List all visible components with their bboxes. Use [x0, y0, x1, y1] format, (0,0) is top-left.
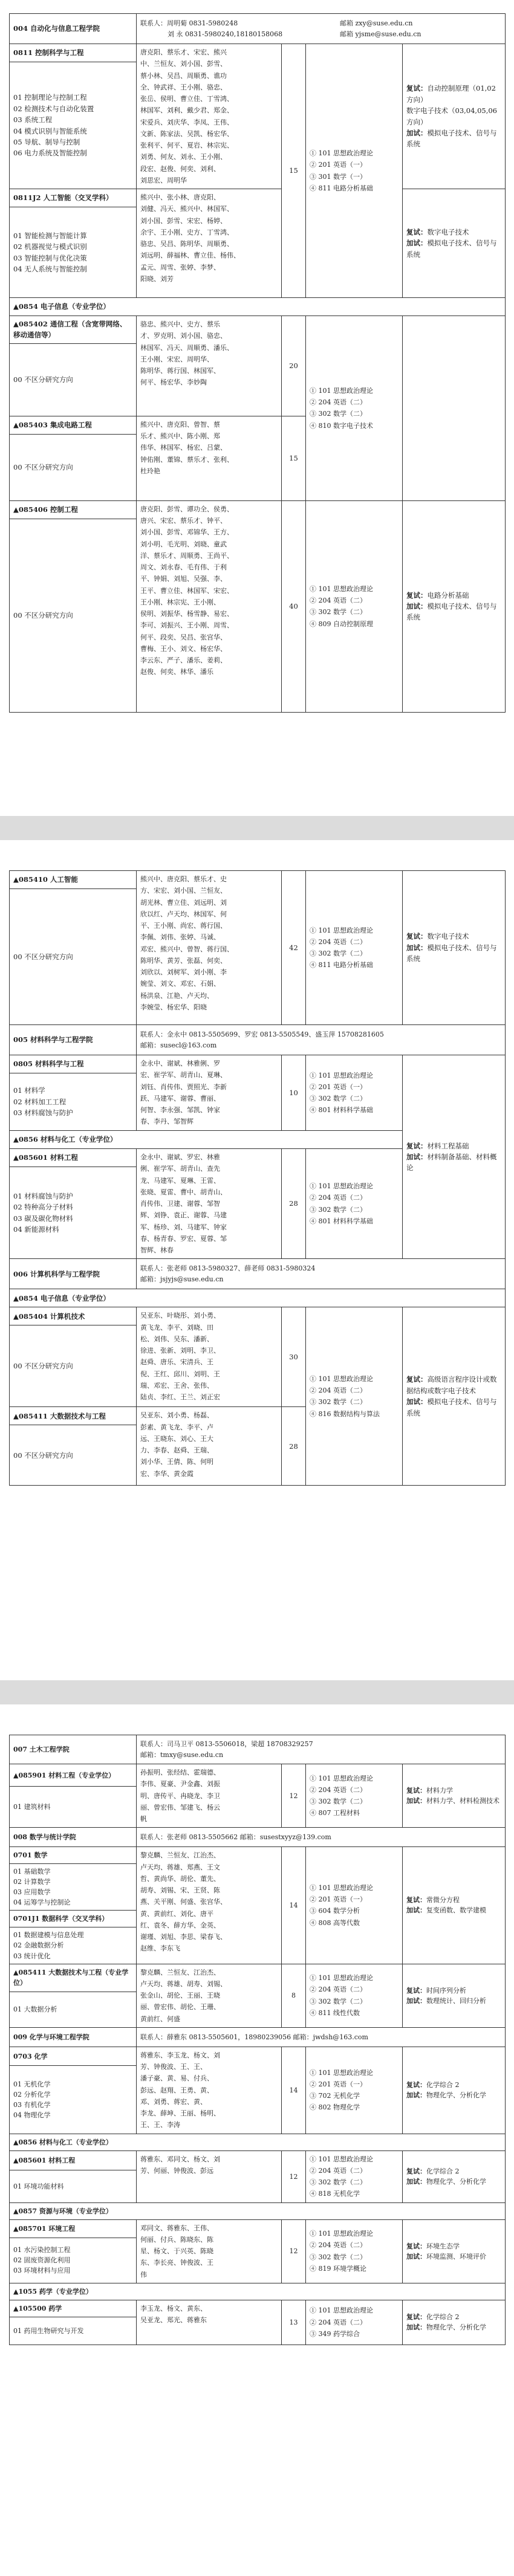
direction-list: 01 材料学 02 材料加工工程 03 材料腐蚀与防护 [10, 1073, 137, 1131]
major-title: ▲085410 人工智能 [10, 871, 137, 889]
remarks: 复试：时间序列分析 加试：数理统计、回归分析 [403, 1964, 506, 2027]
major-title: ▲085701 环境工程 [10, 2219, 137, 2238]
major-title: ▲085901 材料工程（专业学位） [10, 1764, 137, 1787]
teacher-list: 熊兴中、唐克阳、蔡乐才、史 方、宋宏、刘小国、兰恒友、 胡光林、曹立佳、刘远明、刘 欣以红、卢天均、林国军、何 平、王小刚、尚宏、蒋行国、 李佩、刘伟、张婷、马诚、 邓宏、熊兴中、曾智、蒋行国、 陈明华、黄芳、张磊、何奕、 刘欣以、刘树军、刘小刚、李 婉莹、刘文、邓宏、石娟、 杨洪泉、江艳、卢天均、 李婉莹、杨宏华、阳晓 [137, 871, 282, 1025]
quota: 14 [282, 1847, 306, 1964]
direction-list: 00 不区分研究方向 [10, 519, 137, 712]
school-name: 004 自动化与信息工程学院 [10, 14, 137, 44]
quota: 12 [282, 2219, 306, 2283]
teacher-list: 熊兴中、唐克阳、曾智、蔡 乐才、熊兴中、陈小刚、郑 伟华、林国军、杨宏、吕蒙、 钟佑刚、董锦、蔡乐才、张利、 杜玲艳 [137, 416, 282, 500]
direction-list: 00 不区分研究方向 [10, 889, 137, 1025]
exam-subjects: ① 101 思想政治理论 ② 201 英语（一） ③ 301 数学（一） ④ 811 电路分析基础 [306, 44, 403, 298]
quota: 30 [282, 1307, 306, 1407]
quota: 12 [282, 1764, 306, 1828]
teacher-list: 唐克阳、蔡乐才、宋宏、熊兴 中、兰恒友、刘小国、彭雪、 蔡小林、吴昌、周顺勇、谯功 全、钟武祥、王小刚、骆忠、 张岳、侯明、曹立佳、丁雪鸿、 林国军、刘利、戴少君、郑金、 宋爱兵、刘庆华、李凤、王伟、 文新、陈家法、吴凯、杨宏华、 张利平、何平、夏岩、林宗宪、 刘勇、何友、刘永、王小刚、 段宏、赵俊、何奕、刘利、 刘思宏、周明华 [137, 44, 282, 189]
direction-list: 01 基础数学 02 计算数学 03 应用数学 04 运筹学与控制论 [10, 1864, 137, 1911]
direction-list: 01 药用生物研究与开发 [10, 2317, 137, 2345]
teacher-list: 金永中、谢斌、林雅俐、罗 宏、崔学军、胡青山、夏琳、 刘钰、肖传伟、贾照光、李新 跃、马建军、谢蓉、曹丽、 何智、李永强、邹凯、钟家 春、李丹、邹智辉 [137, 1055, 282, 1131]
exam-subjects: ① 101 思想政治理论 ② 204 英语（二） ③ 302 数学（二） ④ 818 无机化学 [306, 2150, 403, 2202]
remarks: 复试：化学综合 2 加试：物理化学、分析化学 [403, 2150, 506, 2202]
major-title: ▲105500 药学 [10, 2300, 137, 2317]
section-title: ▲0856 材料与化工（专业学位） [10, 1131, 403, 1149]
admissions-table-page-2 [9, 870, 506, 1486]
teacher-list: 吴亚东、刘小勇、杨磊、 彭素、黄飞龙、李平、卢 远、王晓东、刘心、王大 力、李春、赵舜、王瑞、 刘小华、王倩、陈、何明 宏、李华、黄金霞 [137, 1407, 282, 1486]
admissions-table-page-1 [9, 13, 506, 713]
admissions-table-page-3 [9, 1735, 506, 2345]
school-contact: 联系人：司马卫平 0813-5506018，梁超 18708329257 邮箱：tmxy@suse.edu.cn [137, 1735, 506, 1764]
major-title: ▲085402 通信工程（含宽带网络、移动通信等） [10, 316, 137, 344]
teacher-list: 黎克麟、兰恒友、江治杰、 卢天均、蒋雄、胡寿、刘锡、 张金山、胡伦、王丽、王晓 丽、曾宏伟、胡伦、王珊、 黄前红、何盛 [137, 1964, 282, 2027]
school-contact: 联系人：薛雅东 0813-5505601，18980239056 邮箱：jwdsh@163.com [137, 2027, 506, 2047]
teacher-list: 蒋雅东、李玉龙、杨文、刘 芳、钟俊波、王、王、 潘子豪、黄、易、付兵、 彭远、赵翔、王勇、黄、 邓、刘勇、蒋宏、黄、 李龙、薛坤、王丽、杨明、 王、王、李涛 [137, 2047, 282, 2134]
remarks: 复试：环境生态学 加试：环境监测、环境评价 [403, 2219, 506, 2283]
section-title: ▲0854 电子信息（专业学位） [10, 1289, 506, 1307]
major-title: ▲085601 材料工程 [10, 2150, 137, 2170]
teacher-list: 蒋雅东、邓同文、杨文、刘 芳、何丽、钟俊波、彭远 [137, 2150, 282, 2202]
exam-subjects: ① 101 思想政治理论 ② 204 英语（二） ③ 302 数学（二） ④ 809 自动控制原理 [306, 500, 403, 712]
major-title: ▲085411 大数据技术与工程 [10, 1407, 137, 1425]
section-title: ▲0856 材料与化工（专业学位） [10, 2134, 506, 2150]
major-title: 0703 化学 [10, 2047, 137, 2065]
teacher-list: 熊兴中、张小林、唐克阳、 刘健、冯天、熊兴中、林国军、 刘小国、彭雪、宋宏、杨婷、 余宇、王小刚、史方、丁雪鸿、 骆忠、吴昌、陈明华、周顺勇、 刘远明、薛福林、曹立佳、杨伟、 孟元、周雪、张婷、李梦、 阳晓、刘芳 [137, 189, 282, 298]
teacher-list: 黎克麟、兰恒友、江治杰、 卢天均、蒋雄、郑燕、王文 哲、黄尚华、胡伦、董先、 胡寿、刘锡、宋、王贤、陈 燕、关平刚、何盛、张宫华、 黄、黄前红、刘化、唐平 红、袁冬、薛方华、金英、 谢瑾、刘旭、李思、梁春飞、 赵维、李东飞 [137, 1847, 282, 1964]
page-gap [0, 816, 514, 840]
major-title: ▲085601 材料工程 [10, 1149, 137, 1167]
remarks: 复试：自动控制原理（01,02 方向） 数字电子技术（03,04,05,06 方向） 加试：模拟电子技术、信号与系统 [403, 44, 506, 189]
exam-subjects: ① 101 思想政治理论 ② 204 英语（二） ③ 302 数学（二） ④ 811 线性代数 [306, 1964, 403, 2027]
exam-subjects: ① 101 思想政治理论 ② 204 英语（二） ③ 302 数学（二） ④ 816 数据结构与算法 [306, 1307, 403, 1486]
school-name: 005 材料科学与工程学院 [10, 1025, 137, 1055]
quota: 28 [282, 1149, 306, 1259]
quota: 13 [282, 2300, 306, 2345]
quota: 40 [282, 500, 306, 712]
school-name: 007 土木工程学院 [10, 1735, 137, 1764]
school-name: 008 数学与统计学院 [10, 1828, 137, 1847]
quota: 14 [282, 2047, 306, 2134]
quota: 15 [282, 44, 306, 298]
school-contact: 联系人：张老师 0813-5980327、薛老师 0831-5980324 邮箱：jsjyjs@suse.edu.cn [137, 1259, 506, 1289]
exam-subjects: ① 101 思想政治理论 ② 201 英语（一） ③ 702 无机化学 ④ 802 物理化学 [306, 2047, 403, 2134]
direction-list: 01 数据建模与信息处理 02 金融数据分析 03 统计优化 [10, 1927, 137, 1964]
direction-list: 00 不区分研究方向 [10, 434, 137, 500]
major-title: 0701 数学 [10, 1847, 137, 1864]
teacher-list: 邓同文、蒋雅东、王伟、 何丽、付兵、陈晓东、陈 星、杨文、于兴英、陈晓 东、李长亮、钟俊波、王 伟 [137, 2219, 282, 2283]
remarks: 复试：数字电子技术 加试：模拟电子技术、信号与系统 [403, 871, 506, 1025]
direction-list: 01 无机化学 02 分析化学 03 有机化学 04 物理化学 [10, 2066, 137, 2134]
section-title: ▲0854 电子信息（专业学位） [10, 298, 506, 316]
direction-list: 01 智能检测与智能计算 02 机器视觉与模式识别 03 智能控制与优化决策 04 无人系统与智能控制 [10, 207, 137, 298]
remarks: 复试：常微分方程 加试：复变函数、数学建模 [403, 1847, 506, 1964]
school-contact: 联系人：金永中 0813-5505699、罗宏 0813-5505549、盛玉萍 15708281605 邮箱：susecl@163.com [137, 1025, 506, 1055]
exam-subjects: ① 101 思想政治理论 ② 204 英语（二） ③ 302 数学（二） ④ 801 材料科学基础 [306, 1149, 403, 1259]
teacher-list: 金永中、谢斌、罗宏、林雅 俐、崔学军、胡青山、查先 龙、马建军、夏琳、王雷、 张晓、夏雷、曹中、胡青山、 肖传伟、卫建、谢蓉、邹智 辉、刘铮、袁正、谢蓉、马建 军、杨珍、刘、马建军、钟家 春、杨青春、罗宏、夏蓉、邹 智辉、林春 [137, 1149, 282, 1259]
direction-list: 01 材料腐蚀与防护 02 特种高分子材料 03 碳及碳化物材料 04 新能源材料 [10, 1167, 137, 1259]
remarks: 复试：电路分析基础 加试：模拟电子技术、信号与系统 [403, 500, 506, 712]
contact-line: 刘 永 0831-5980240,18180158068 [168, 30, 283, 38]
major-title: ▲085406 控制工程 [10, 500, 137, 519]
school-name: 009 化学与环境工程学院 [10, 2027, 137, 2047]
section-title: ▲0857 资源与环境（专业学位） [10, 2202, 506, 2219]
teacher-list: 李玉龙、杨文、黄东、 吴亚龙、郑光、蒋雅东 [137, 2300, 282, 2345]
remarks: 复试：材料力学 加试：材料力学、材料检测技术 [403, 1764, 506, 1828]
exam-subjects: ① 101 思想政治理论 ② 204 英语（二） ③ 302 数学（二） ④ 811 电路分析基础 [306, 871, 403, 1025]
contact-line: 联系人：周明菊 0831-5980248 [140, 19, 238, 27]
exam-subjects: ① 101 思想政治理论 ② 204 英语（二） ③ 302 数学（二） ④ 810 数字电子技术 [306, 316, 403, 501]
remarks: 复试：高级语言程序设计或数据结构或数字电子技术 加试：模拟电子技术、信号与系统 [403, 1307, 506, 1486]
direction-list: 00 不区分研究方向 [10, 1325, 137, 1407]
remarks [403, 316, 506, 501]
exam-subjects: ① 101 思想政治理论 ② 201 英语（一） ③ 302 数学（二） ④ 801 材料科学基础 [306, 1055, 403, 1131]
page-gap [0, 1680, 514, 1704]
email-line: 邮箱 zxy@suse.edu.cn [340, 19, 413, 27]
email-line: 邮箱 yjsme@suse.edu.cn [340, 30, 421, 38]
exam-subjects: ① 101 思想政治理论 ② 204 英语（二） ③ 302 数学（二） ④ 807 工程材料 [306, 1764, 403, 1828]
direction-list: 01 大数据分析 [10, 1992, 137, 2027]
teacher-list: 骆忠、熊兴中、史方、蔡乐 才、罗克明、刘小国、骆忠、 林国军、冯天、周顺勇、潘乐、 王小刚、宋宏、周明华、 陈明华、蒋行国、林国军、 何平、杨宏华、李妙陶 [137, 316, 282, 416]
quota: 28 [282, 1407, 306, 1486]
remarks: 复试：化学综合 2 加试：物理化学、分析化学 [403, 2047, 506, 2134]
school-name: 006 计算机科学与工程学院 [10, 1259, 137, 1289]
remarks: 复试：化学综合 2 加试：物理化学、分析化学 [403, 2300, 506, 2345]
direction-list: 01 水污染控制工程 02 固废资源化利用 03 环境材料与应用 [10, 2238, 137, 2283]
teacher-list: 唐克阳、彭雪、谭功全、侯勇、 唐兴、宋宏、蔡乐才、钟平、 刘小国、彭雪、邓锦华、王方、 刘小明、毛光明、刘晓、童武 洋、蔡乐才、周顺勇、王尚平、 周文、刘永春、毛有伟、于利 平、钟娟、刘旭、吴强、李、 王平、曹立佳、林国军、宋宏、 王小刚、林宗宪、王小刚、 侯明、刘振华、杨雪静、易宏、 李可、刘振兴、王小刚、周雪、 何平、段奕、吴昌、张宫华、 曹梅、王小、刘文、杨宏华、 李云东、严子、潘乐、姜莉、 赵俊、何奕、林华、潘乐 [137, 500, 282, 712]
section-title: ▲1055 药学（专业学位） [10, 2283, 506, 2300]
quota: 20 [282, 316, 306, 416]
exam-subjects: ① 101 思想政治理论 ② 201 英语（一） ③ 604 数学分析 ④ 808 高等代数 [306, 1847, 403, 1964]
major-title: 0701J1 数据科学（交叉学科） [10, 1911, 137, 1927]
major-title: ▲085404 计算机技术 [10, 1307, 137, 1325]
major-title: 0811 控制科学与工程 [10, 44, 137, 62]
direction-list: 01 控制理论与控制工程 02 检测技术与自动化装置 03 系统工程 04 模式识别与智能系统 05 导航、制导与控制 06 电力系统及智能控制 [10, 62, 137, 189]
major-title: 0811J2 人工智能（交叉学科） [10, 189, 137, 207]
major-title: ▲085403 集成电路工程 [10, 416, 137, 434]
school-contact: 联系人：张老师 0813-5505662 邮箱：susestxyyz@139.com [137, 1828, 506, 1847]
exam-subjects: ① 101 思想政治理论 ② 204 英语（二） ③ 302 数学（二） ④ 819 环境学概论 [306, 2219, 403, 2283]
school-contact [137, 14, 506, 44]
teacher-list: 孙振明、张经结、霍瑞德、 李伟、夏豪、尹金鑫、刘振 明、唐传平、冉晓龙、李卫 丽、曾宏伟、邹建飞、杨云 帆 [137, 1764, 282, 1828]
direction-list: 00 不区分研究方向 [10, 343, 137, 416]
exam-subjects: ① 101 思想政治理论 ② 204 英语（二） ③ 349 药学综合 [306, 2300, 403, 2345]
remarks: 复试：数字电子技术 加试：模拟电子技术、信号与系统 [403, 189, 506, 298]
direction-list: 00 不区分研究方向 [10, 1425, 137, 1486]
direction-list: 01 建筑材料 [10, 1787, 137, 1828]
quota: 12 [282, 2150, 306, 2202]
major-title: 0805 材料科学与工程 [10, 1055, 137, 1073]
quota: 10 [282, 1055, 306, 1131]
quota: 42 [282, 871, 306, 1025]
direction-list: 01 环境功能材料 [10, 2170, 137, 2202]
quota: 15 [282, 416, 306, 500]
remarks: 复试：材料工程基础 加试：材料制备基础、材料概论 [403, 1055, 506, 1259]
major-title: ▲085411 大数据技术与工程（专业学位） [10, 1964, 137, 1992]
teacher-list: 吴亚东、叶晓彤、刘小勇、 黄飞龙、李平、刘晓、田 松、刘伟、吴东、潘新、 徐进、张新、刘明、李卫、 赵舜、唐乐、宋清兵、王 倪、王红、邱川、刘明、王 瑞、邓宏、王舍、张伟、 陆贞、李红、王兰、刘正宏 [137, 1307, 282, 1407]
quota: 8 [282, 1964, 306, 2027]
